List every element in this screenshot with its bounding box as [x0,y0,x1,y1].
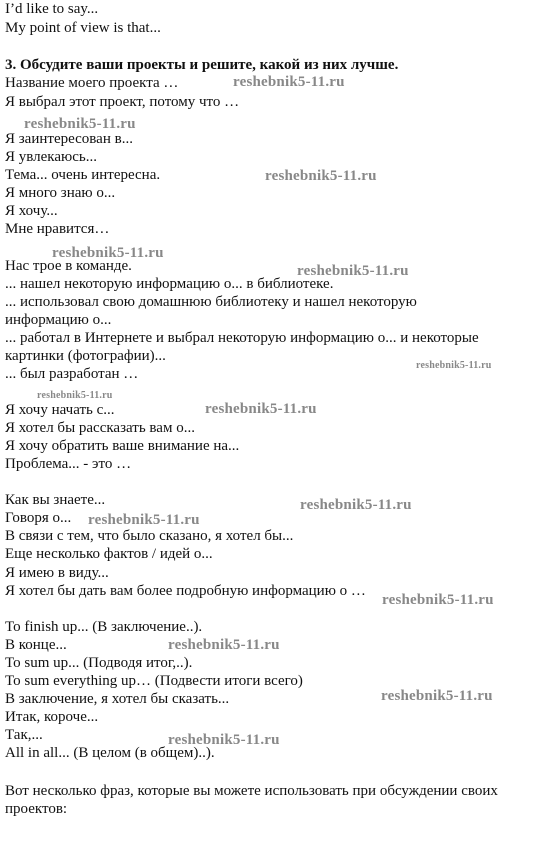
text-line: To sum up... (Подводя итог,..). [5,655,193,671]
text-line: ... использовал свою домашнюю библиотеку и нашел некоторую [5,294,417,310]
text-line: All in all... (В целом (в общем)..). [5,745,215,761]
text-line: To sum everything up… (Подвести итоги всего) [5,673,303,689]
text-line: Я хочу начать с... [5,402,115,418]
watermark: reshebnik5-11.ru [265,168,377,184]
text-line: ... нашел некоторую информацию о... в библиотеке. [5,276,334,292]
text-line: В заключение, я хотел бы сказать... [5,691,230,707]
text-line: Я заинтересован в... [5,131,133,147]
text-line: Тема... очень интересна. [5,167,161,183]
text-line: Как вы знаете... [5,492,106,508]
watermark: reshebnik5-11.ru [88,512,200,528]
text-line: Я хотел бы рассказать вам о... [5,420,195,436]
watermark: reshebnik5-11.ru [24,116,136,132]
text-line: Я увлекаюсь... [5,149,97,165]
text-line: Мне нравится… [5,221,110,237]
text-line: Итак, короче... [5,709,99,725]
watermark: reshebnik5-11.ru [37,390,113,401]
text-line: I’d like to say... [5,1,99,17]
text-line: ... был разработан … [5,366,139,382]
watermark: reshebnik5-11.ru [300,497,412,513]
watermark: reshebnik5-11.ru [233,74,345,90]
text-line: Я хотел бы дать вам более подробную информацию о … [5,583,366,599]
watermark: reshebnik5-11.ru [381,688,493,704]
text-line: проектов: [5,801,68,817]
text-line: Я выбрал этот проект, потому что … [5,94,240,110]
text-line: Говоря о... [5,510,72,526]
text-line: Нас трое в команде. [5,258,132,274]
watermark: reshebnik5-11.ru [297,263,409,279]
text-line: Так,... [5,727,43,743]
watermark: reshebnik5-11.ru [168,732,280,748]
text-line: Я имею в виду... [5,565,109,581]
watermark: reshebnik5-11.ru [416,360,492,371]
text-line: Проблема... - это … [5,456,132,472]
exercise-heading: 3. Обсудите ваши проекты и решите, какой из них лучше. [5,57,399,73]
text-line: To finish up... (В заключение..). [5,619,203,635]
text-line: My point of view is that... [5,20,161,36]
text-line: Я много знаю о... [5,185,116,201]
text-line: информацию о... [5,312,112,328]
text-line: картинки (фотографии)... [5,348,166,364]
text-line: Я хочу... [5,203,58,219]
watermark: reshebnik5-11.ru [382,592,494,608]
text-line: В конце... [5,637,67,653]
watermark: reshebnik5-11.ru [168,637,280,653]
watermark: reshebnik5-11.ru [205,401,317,417]
watermark: reshebnik5-11.ru [52,245,164,261]
text-line: Вот несколько фраз, которые вы можете использовать при обсуждении своих [5,783,498,799]
text-line: Еще несколько фактов / идей о... [5,546,213,562]
text-line: Название моего проекта … [5,75,179,91]
text-line: В связи с тем, что было сказано, я хотел бы... [5,528,294,544]
text-line: Я хочу обратить ваше внимание на... [5,438,240,454]
text-line: ... работал в Интернете и выбрал некоторую информацию о... и некоторые [5,330,479,346]
